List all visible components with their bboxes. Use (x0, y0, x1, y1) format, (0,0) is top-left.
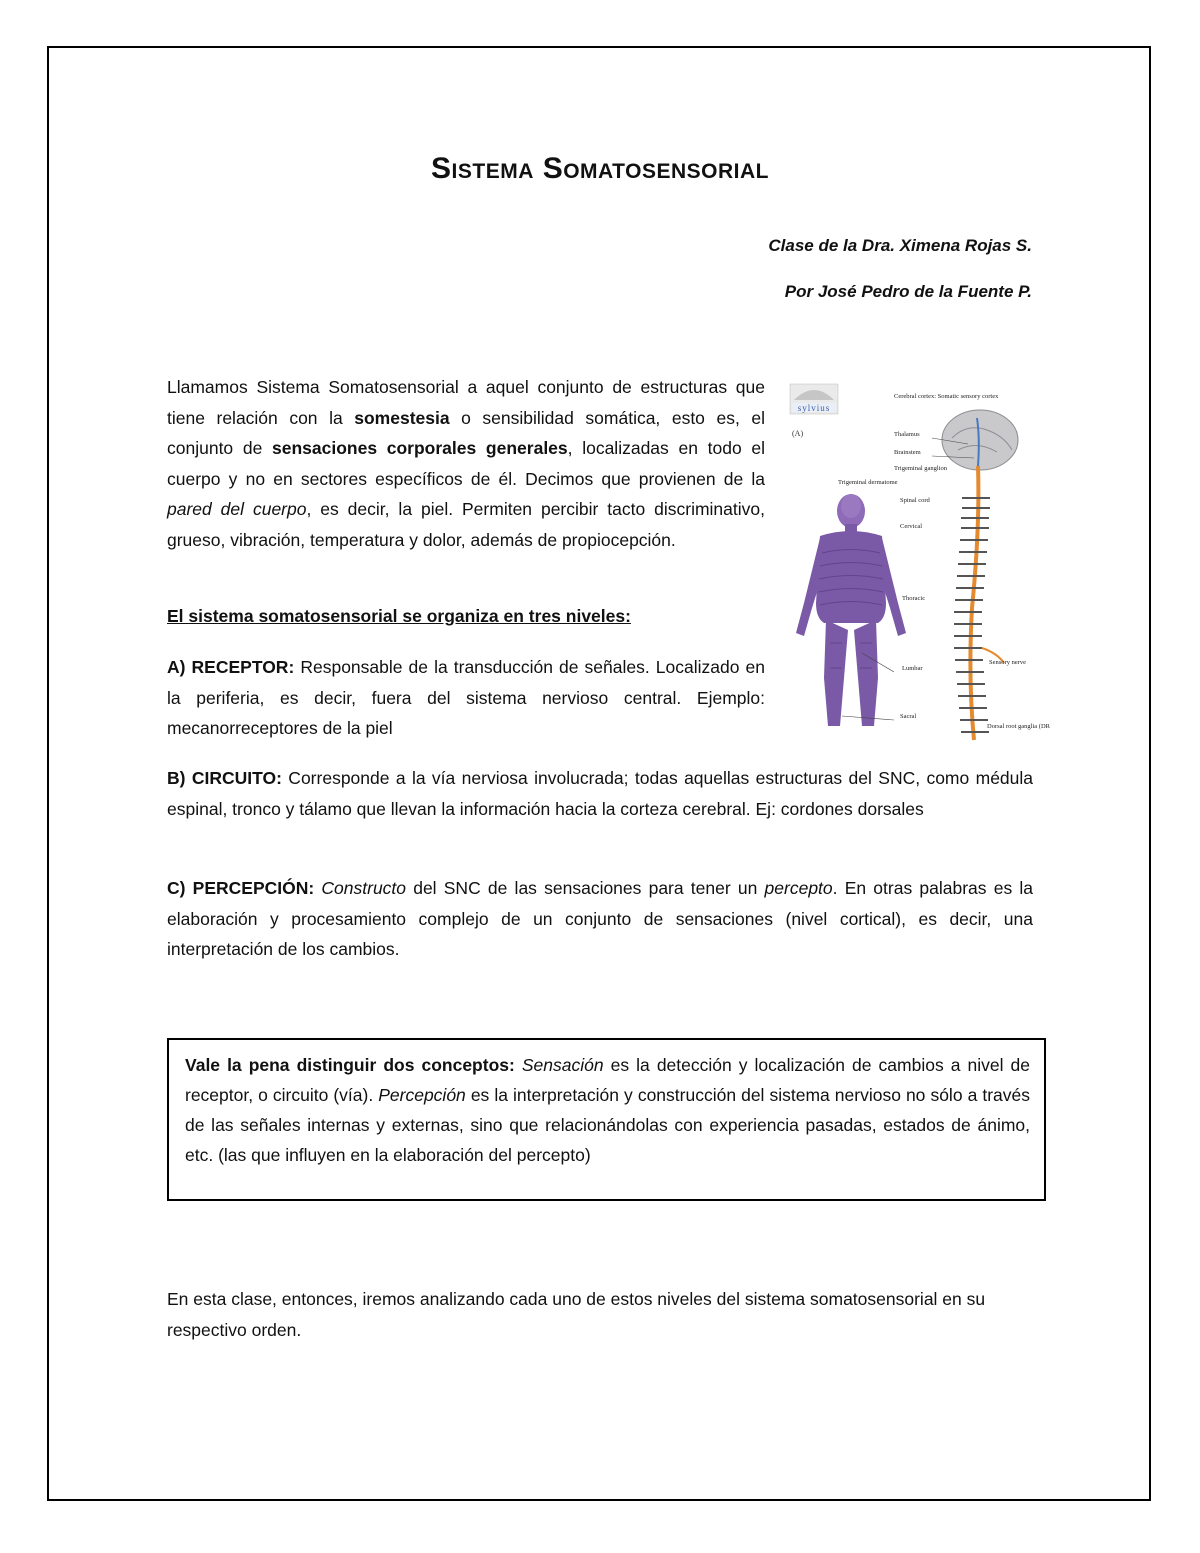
level-receptor: A) RECEPTOR: Responsable de la transducción de señales. Localizado en la periferia, es decir, fuera del sistema nervioso central. Ejemplo: mecanorreceptores de la piel (167, 657, 765, 738)
byline-class: Clase de la Dra. Ximena Rojas S. (768, 236, 1032, 255)
concept-note-text: Vale la pena distinguir dos conceptos: Sensación es la detección y localización de cambios a nivel de receptor, o circuito (vía). Percepción es la interpretación y construcción del sistema nervioso no sólo a través de las señales internas y externas, sino que relacionándolas con experiencia pasadas, estados de ánimo, etc. (las que influyen en la elaboración del percepto) (185, 1055, 1030, 1165)
document-title: Sistema Somatosensorial (431, 152, 769, 185)
label-cervical: Cervical (900, 523, 923, 530)
brain-illustration (942, 410, 1018, 470)
concept-note-box (167, 1038, 1046, 1201)
label-sensory-nerve: Sensory nerve (989, 659, 1027, 666)
byline-author: Por José Pedro de la Fuente P. (784, 282, 1032, 301)
label-brainstem: Brainstem (894, 449, 921, 456)
level-perception: C) PERCEPCIÓN: Constructo del SNC de las sensaciones para tener un percepto. En otras palabras es la elaboración y procesamiento complejo de un conjunto de sensaciones (nivel cortical), es decir, una interpretación de los cambios. (167, 878, 1034, 959)
panel-label: (A) (792, 429, 804, 438)
label-trigeminal-dermatome: Trigeminal dermatome (838, 479, 898, 486)
sylvius-logo (790, 384, 838, 414)
label-spinal-cord: Spinal cord (900, 497, 930, 504)
label-drg: Dorsal root ganglia (DRG) (987, 723, 1050, 730)
levels-heading: El sistema somatosensorial se organiza en tres niveles: (167, 606, 631, 626)
logo-text: sylvius (797, 403, 831, 413)
intro-paragraph: Llamamos Sistema Somatosensorial a aquel conjunto de estructuras que tiene relación con la somestesia o sensibilidad somática, esto es, el conjunto de sensaciones corporales generales, localizadas en todo el cuerpo y no en sectores específicos de él. Decimos que provienen de la pared del cuerpo, es decir, la piel. Permiten percibir tacto discriminativo, grueso, vibración, temperatura y dolor, además de propiocepción. (167, 377, 765, 550)
level-circuit: B) CIRCUITO: Corresponde a la vía nerviosa involucrada; todas aquellas estructuras del SNC, como médula espinal, tronco y tálamo que llevan la información hacia la corteza cerebral. Ej: cordones dorsales (167, 768, 1034, 819)
label-cortex: Cerebral cortex: Somatic sensory cortex (894, 393, 999, 400)
label-trigeminal-ganglion: Trigeminal ganglion (894, 465, 948, 472)
body-figure (796, 494, 906, 726)
closing-paragraph: En esta clase, entonces, iremos analizando cada uno de estos niveles del sistema somatosensorial en su respectivo orden. (167, 1289, 986, 1340)
label-lumbar: Lumbar (902, 665, 923, 672)
label-thoracic: Thoracic (902, 595, 926, 602)
spinal-cord (954, 466, 1004, 740)
label-thalamus: Thalamus (894, 431, 920, 438)
somatosensory-figure (782, 378, 1050, 748)
label-sacral: Sacral (900, 713, 917, 720)
